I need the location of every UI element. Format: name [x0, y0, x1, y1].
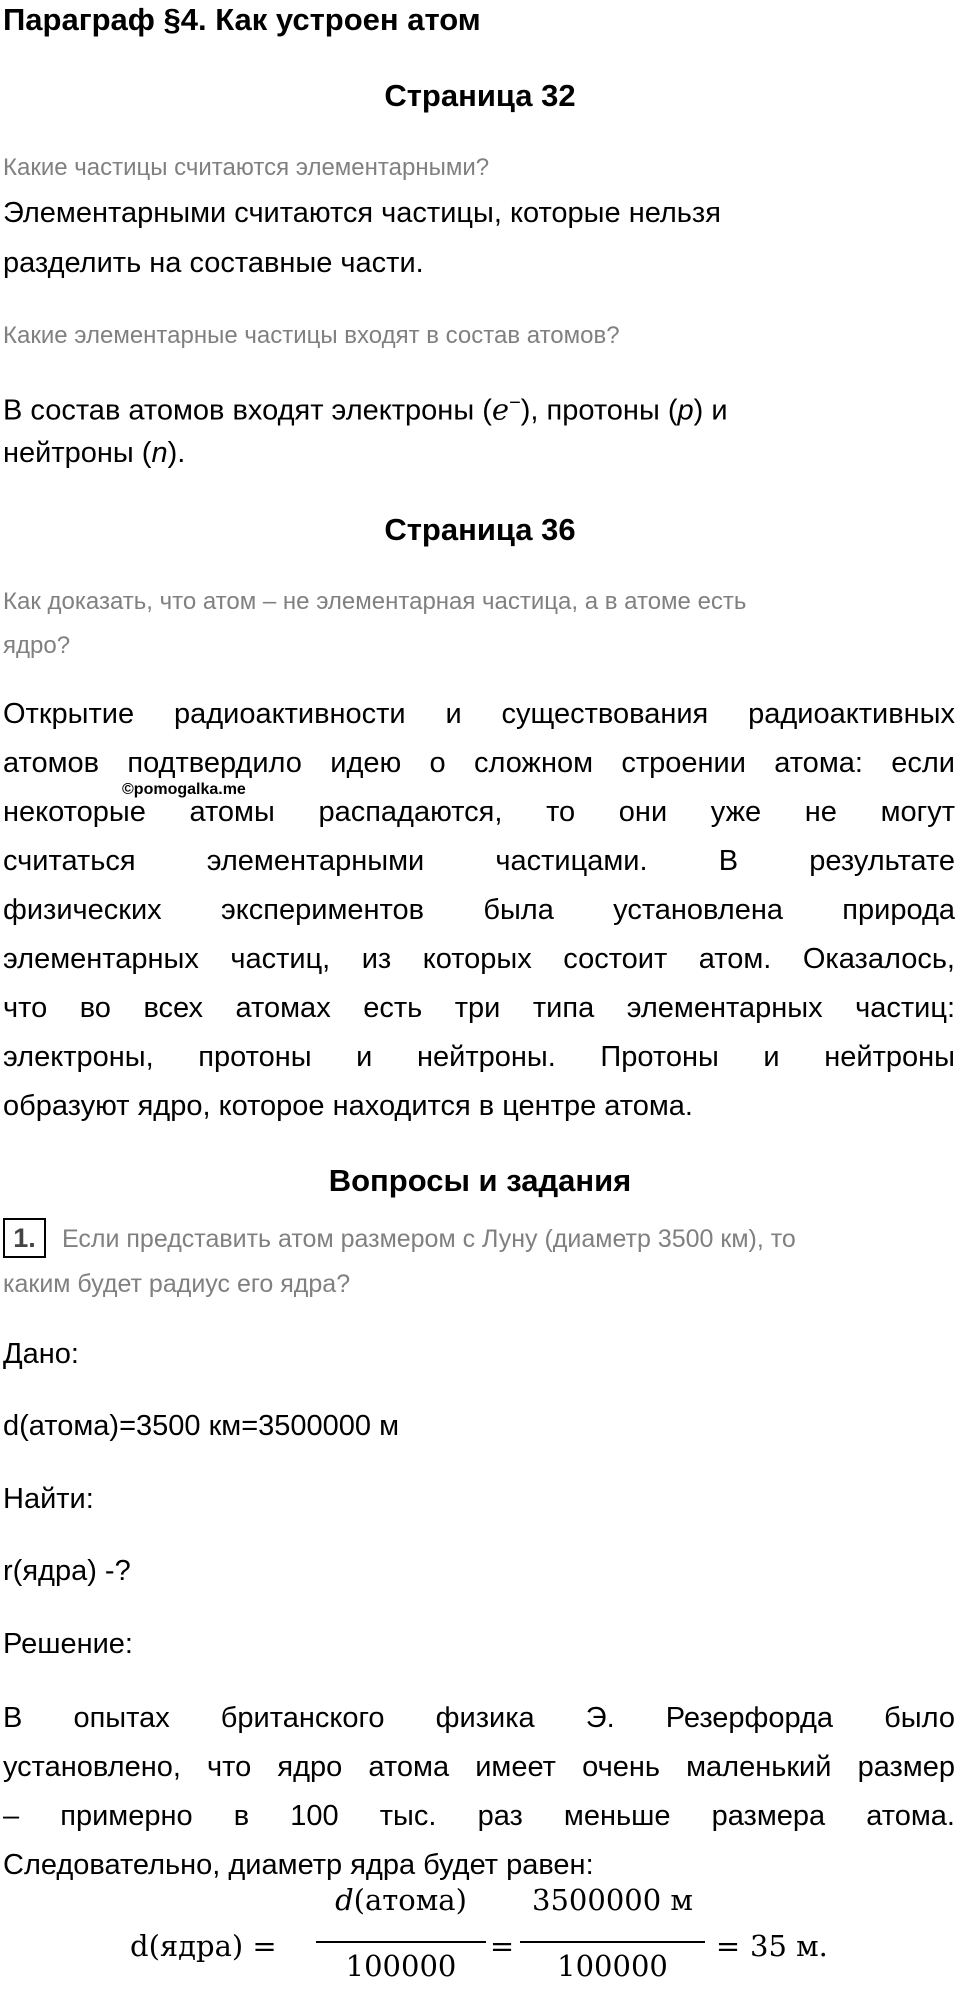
fraction-2-numerator: 3500000 м [532, 1883, 693, 1917]
answer-3-line-4: считаться элементарными частицами. В результате [3, 845, 955, 877]
task-question-line-2: каким будет радиус его ядра? [3, 1270, 351, 1298]
answer-1-line-1: Элементарными считаются частицы, которые нельзя [3, 197, 721, 229]
section-heading-tasks: Вопросы и задания [328, 1163, 632, 1198]
section-heading-page-36: Страница 36 [384, 512, 576, 547]
answer-3-line-1: Открытие радиоактивности и существования радиоактивных [3, 698, 955, 730]
answer-3-line-2: атомов подтвердило идею о сложном строении атома: если [3, 747, 955, 779]
neutron-symbol: n [151, 437, 168, 469]
fraction-2-denominator: 100000 [557, 1949, 668, 1983]
answer-3-line-8: электроны, протоны и нейтроны. Протоны и нейтроны [3, 1041, 955, 1073]
solution-line-4: Следовательно, диаметр ядра будет равен: [3, 1849, 594, 1881]
answer-3-line-3: некоторые атомы распадаются, то они уже не могут [3, 796, 955, 828]
answer-2-line-2: нейтроны (n). [3, 437, 186, 469]
fraction-1-numerator: d(атома) [335, 1883, 467, 1917]
formula-result: 35 м. [750, 1929, 828, 1963]
solution-label: Решение: [3, 1628, 133, 1660]
given-label: Дано: [3, 1338, 79, 1370]
answer-2-line-1: В состав атомов входят электроны (e−), протоны (p) и [3, 392, 728, 427]
question-3-line-1: Как доказать, что атом – не элементарная частица, а в атоме есть [3, 588, 747, 615]
task-question-line-1: Если представить атом размером с Луну (диаметр 3500 км), то [62, 1225, 796, 1253]
formula-equals-1: = [489, 1929, 515, 1963]
fraction-1-denominator: 100000 [345, 1949, 457, 1983]
electron-charge: − [509, 392, 521, 414]
solution-line-1: В опытах британского физика Э. Резерфорда было [3, 1702, 955, 1734]
find-label: Найти: [3, 1483, 94, 1515]
question-1: Какие частицы считаются элементарными? [3, 154, 490, 181]
answer-3-line-5: физических экспериментов была установлена природа [3, 894, 955, 926]
answer-3-line-6: элементарных частиц, из которых состоит атом. Оказалось, [3, 943, 955, 975]
solution-line-3: – примерно в 100 тыс. раз меньше размера атома. [3, 1800, 955, 1832]
answer-3-line-9: образуют ядро, которое находится в центре атома. [3, 1090, 693, 1122]
formula-equals-2: = [715, 1929, 741, 1963]
answer-3-line-7: что во всех атомах есть три типа элементарных частиц: [3, 992, 955, 1024]
solution-line-2: установлено, что ядро атома имеет очень маленький размер [3, 1751, 955, 1783]
question-3-line-2: ядро? [3, 632, 71, 659]
given-value: d(атома)=3500 км=3500000 м [3, 1410, 400, 1442]
find-value: r(ядра) -? [3, 1555, 131, 1587]
watermark: ©pomogalka.me [122, 781, 246, 798]
electron-symbol: e [491, 392, 510, 427]
task-number-box [3, 1218, 46, 1258]
page-title: Параграф §4. Как устроен атом [3, 2, 481, 37]
proton-symbol: p [677, 394, 694, 427]
task-number: 1. [13, 1223, 36, 1253]
answer-1-line-2: разделить на составные части. [3, 247, 424, 279]
fraction-2-bar [520, 1941, 705, 1943]
formula-lhs: d(ядра) = [130, 1929, 277, 1963]
section-heading-page-32: Страница 32 [384, 78, 576, 113]
question-2: Какие элементарные частицы входят в состав атомов? [3, 322, 620, 349]
fraction-1-bar [316, 1941, 486, 1943]
